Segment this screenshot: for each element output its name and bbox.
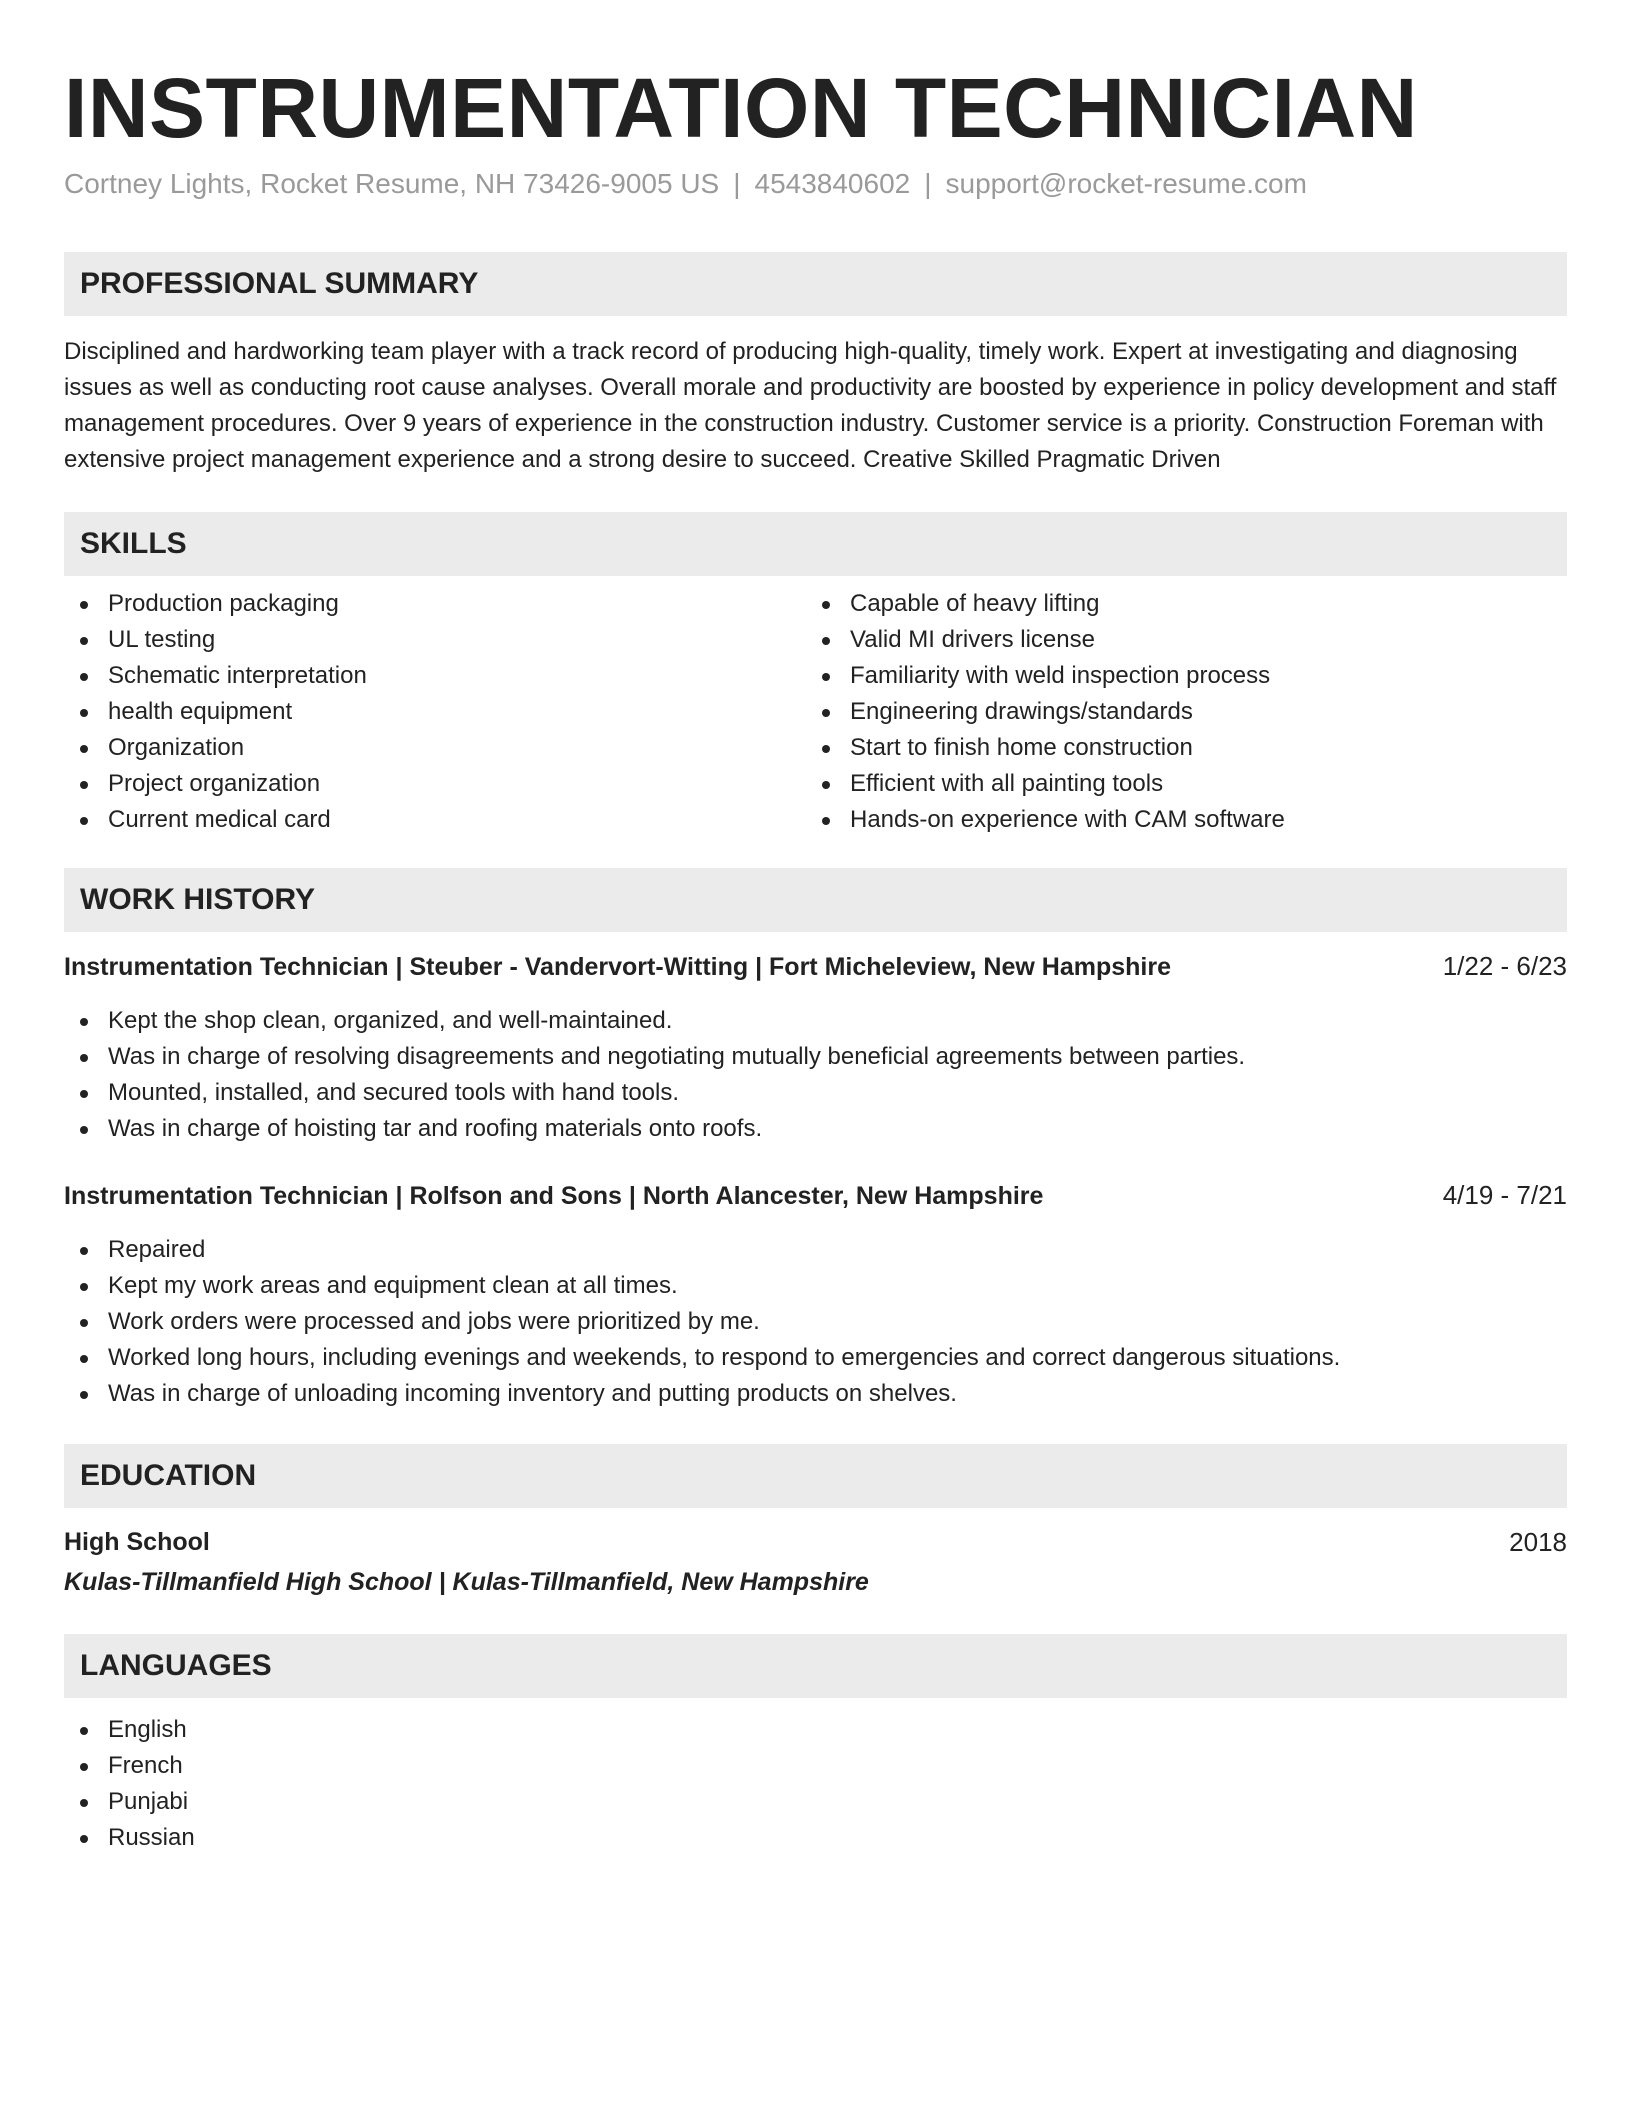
bullet-icon: [822, 745, 830, 753]
section-header-education: EDUCATION: [64, 1444, 1567, 1508]
bullet-icon: [822, 673, 830, 681]
bullet-icon: [80, 1799, 88, 1807]
bullet-icon: [80, 1763, 88, 1771]
job-duties: [64, 1232, 1567, 1412]
languages-list: [64, 1712, 1567, 1856]
job-heading: Instrumentation Technician | Rolfson and Sons | North Alancester, New Hampshire: [64, 1182, 1044, 1210]
bullet-icon: [822, 637, 830, 645]
job-entry: [64, 948, 1567, 1147]
language-item: French: [64, 1748, 1567, 1784]
job-duty-item: Kept my work areas and equipment clean at all times.: [64, 1268, 1567, 1304]
bullet-icon: [80, 1835, 88, 1843]
job-heading: Instrumentation Technician | Steuber - Vandervort-Witting | Fort Micheleview, New Hampshire: [64, 953, 1171, 981]
bullet-icon: [80, 817, 88, 825]
summary-section: [64, 252, 1567, 478]
skill-item: Project organization: [64, 766, 806, 802]
skill-item: Organization: [64, 730, 806, 766]
job-duties: [64, 1003, 1567, 1147]
skill-item: Familiarity with weld inspection process: [806, 658, 1548, 694]
bullet-icon: [80, 745, 88, 753]
job-duty-item: Mounted, installed, and secured tools with hand tools.: [64, 1075, 1567, 1111]
education-heading-row: [64, 1524, 1567, 1560]
skill-item: Production packaging: [64, 586, 806, 622]
bullet-icon: [80, 637, 88, 645]
section-header-skills: SKILLS: [64, 512, 1567, 576]
job-heading-row: [64, 1177, 1567, 1214]
education-year: 2018: [1509, 1527, 1567, 1557]
job-duty-item: Work orders were processed and jobs were prioritized by me.: [64, 1304, 1567, 1340]
skill-item: Schematic interpretation: [64, 658, 806, 694]
job-duty-item: Repaired: [64, 1232, 1567, 1268]
bullet-icon: [80, 1126, 88, 1134]
skill-item: Efficient with all painting tools: [806, 766, 1548, 802]
bullet-icon: [822, 601, 830, 609]
bullet-icon: [80, 709, 88, 717]
work-history-section: [64, 868, 1567, 1412]
bullet-icon: [80, 1054, 88, 1062]
skill-item: Capable of heavy lifting: [806, 586, 1548, 622]
bullet-icon: [80, 601, 88, 609]
job-duty-item: Was in charge of resolving disagreements and negotiating mutually beneficial agreements between parties.: [64, 1039, 1567, 1075]
language-item: Punjabi: [64, 1784, 1567, 1820]
skill-item: Hands-on experience with CAM software: [806, 802, 1548, 838]
education-school: Kulas-Tillmanfield High School | Kulas-Tillmanfield, New Hampshire: [64, 1568, 869, 1596]
language-item: Russian: [64, 1820, 1567, 1856]
job-heading-row: [64, 948, 1567, 985]
skills-section: [64, 512, 1567, 838]
bullet-icon: [822, 709, 830, 717]
skills-column-left: [64, 586, 806, 838]
resume-page: [64, 0, 1567, 1856]
skills-column-right: [806, 586, 1548, 838]
languages-section: [64, 1634, 1567, 1856]
education-section: [64, 1444, 1567, 1600]
contact-address: Cortney Lights, Rocket Resume, NH 73426-9005 US: [64, 168, 720, 199]
contact-separator: |: [924, 168, 932, 199]
skills-grid: [64, 586, 1567, 838]
job-dates: 4/19 - 7/21: [1442, 1180, 1567, 1210]
bullet-icon: [80, 1090, 88, 1098]
summary-text: Disciplined and hardworking team player with a track record of producing high-quality, timely work. Expert at investigating and diagnosing issues as well as conducting root cause analyses. Overall morale and productivity are boosted by experience in policy development and staff management procedures. Over 9 years of experience in the construction industry. Customer service is a priority. Construction Foreman with extensive project management experience and a strong desire to succeed. Creative Skilled Pragmatic Driven: [64, 338, 1557, 473]
contact-line: [64, 166, 1567, 202]
bullet-icon: [80, 1727, 88, 1735]
contact-separator: |: [733, 168, 741, 199]
contact-email[interactable]: support@rocket-resume.com: [945, 168, 1307, 199]
bullet-icon: [822, 781, 830, 789]
job-entry: [64, 1177, 1567, 1412]
contact-phone: 4543840602: [754, 168, 911, 199]
bullet-icon: [80, 1018, 88, 1026]
job-duty-item: Kept the shop clean, organized, and well-maintained.: [64, 1003, 1567, 1039]
section-header-summary: PROFESSIONAL SUMMARY: [64, 252, 1567, 316]
bullet-icon: [80, 1247, 88, 1255]
bullet-icon: [80, 673, 88, 681]
job-duty-item: Was in charge of unloading incoming inventory and putting products on shelves.: [64, 1376, 1567, 1412]
skill-item: Start to finish home construction: [806, 730, 1548, 766]
section-header-languages: LANGUAGES: [64, 1634, 1567, 1698]
job-duty-item: Worked long hours, including evenings and weekends, to respond to emergencies and correct dangerous situations.: [64, 1340, 1567, 1376]
bullet-icon: [80, 781, 88, 789]
skill-item: Valid MI drivers license: [806, 622, 1548, 658]
bullet-icon: [822, 817, 830, 825]
bullet-icon: [80, 1283, 88, 1291]
skill-item: health equipment: [64, 694, 806, 730]
bullet-icon: [80, 1319, 88, 1327]
bullet-icon: [80, 1391, 88, 1399]
section-header-work-history: WORK HISTORY: [64, 868, 1567, 932]
education-degree: High School: [64, 1528, 210, 1556]
bullet-icon: [80, 1355, 88, 1363]
skill-item: Engineering drawings/standards: [806, 694, 1548, 730]
skill-item: UL testing: [64, 622, 806, 658]
job-duty-item: Was in charge of hoisting tar and roofing materials onto roofs.: [64, 1111, 1567, 1147]
resume-title: INSTRUMENTATION TECHNICIAN: [64, 61, 1418, 155]
job-dates: 1/22 - 6/23: [1442, 951, 1567, 981]
skill-item: Current medical card: [64, 802, 806, 838]
language-item: English: [64, 1712, 1567, 1748]
